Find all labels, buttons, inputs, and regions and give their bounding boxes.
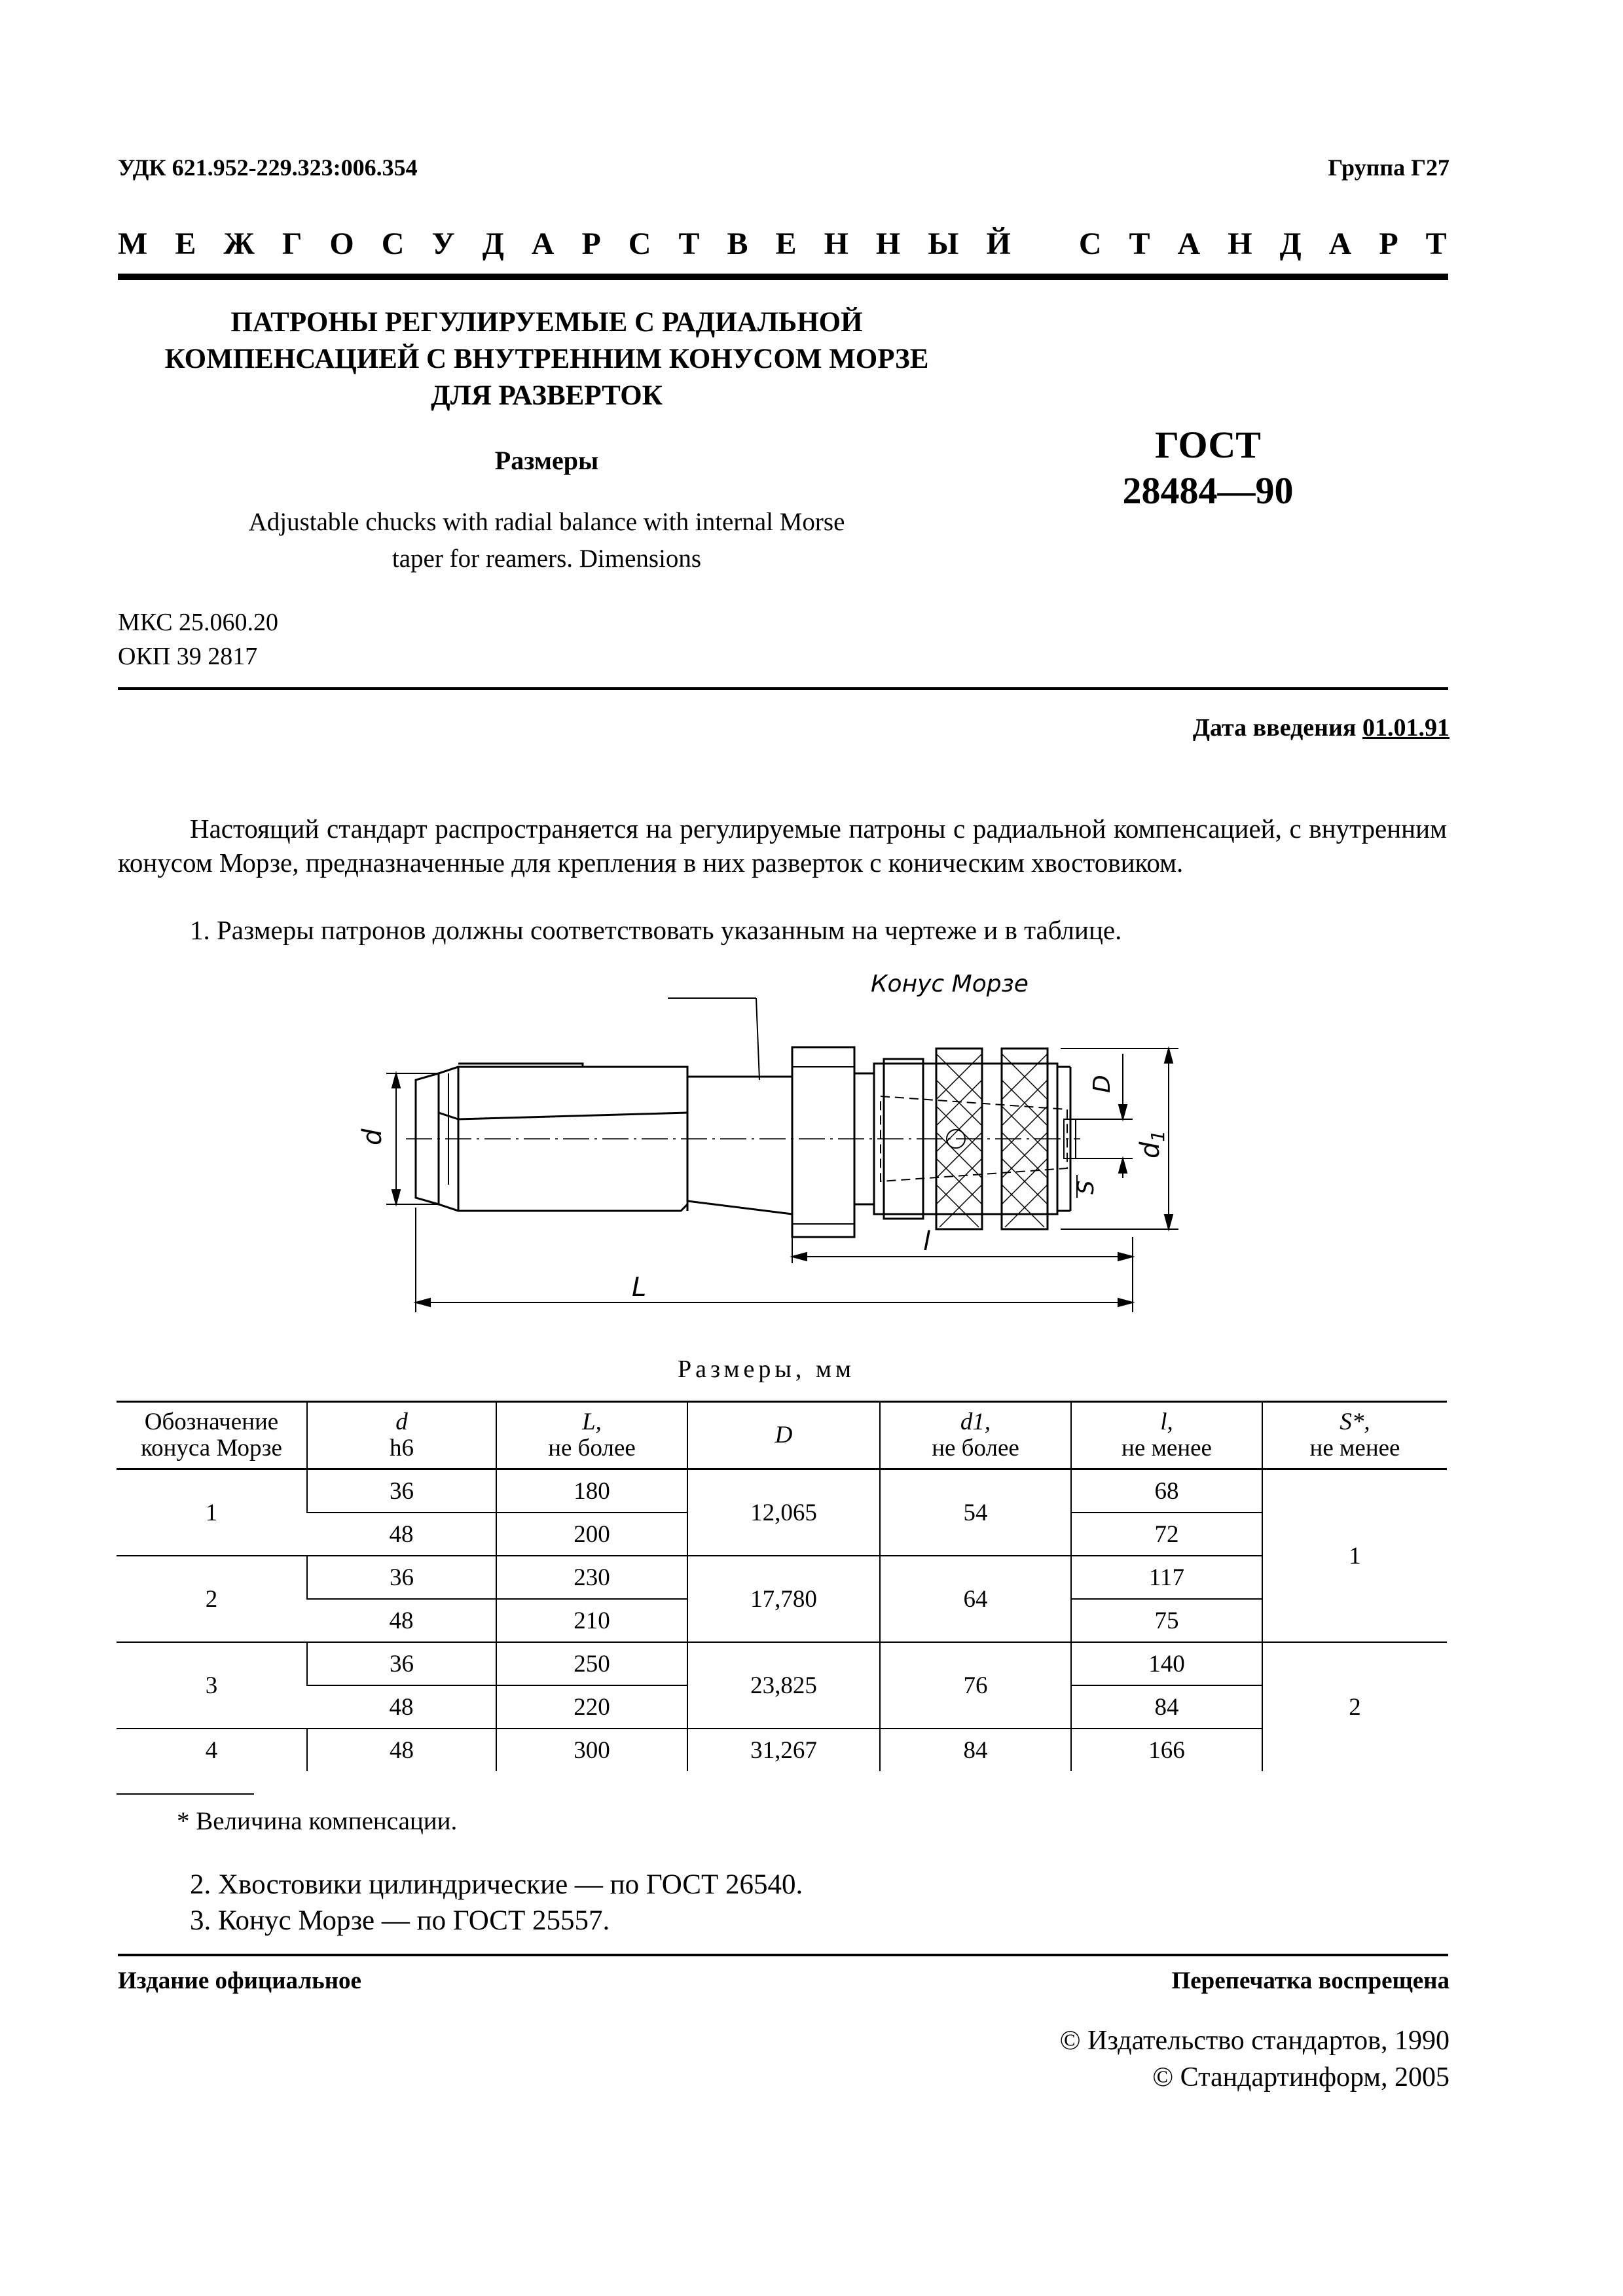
table-footnote: * Величина компенсации. [177, 1807, 458, 1835]
table-row: 3 36 250 23,825 76 140 2 [117, 1642, 1447, 1685]
copyright: © Издательство стандартов, 1990 © Стандартинформ, 2005 [1059, 2026, 1450, 2092]
document-subtitle: Размеры [494, 446, 599, 475]
gost-number: ГОСТ 28484—90 [1122, 423, 1294, 512]
document-title: ПАТРОНЫ РЕГУЛИРУЕМЫЕ С РАДИАЛЬНОЙ КОМПЕНСАЦИЕЙ С ВНУТРЕННИМ КОНУСОМ МОРЗЕ ДЛЯ РАЗВЕРТОК [164, 307, 929, 411]
reprint-prohibited: Перепечатка воспрещена [1171, 1967, 1450, 1994]
morse-taper-label: Конус Морзе [871, 971, 1029, 997]
udk-code: УДК 621.952-229.323:006.354 [118, 154, 418, 181]
dim-d-label: d [357, 1128, 388, 1145]
dim-d1-label: $d_1$ [1135, 1130, 1169, 1158]
dim-S-label: S [1073, 1180, 1099, 1194]
classification-codes: МКС 25.060.20 ОКП 39 2817 [118, 609, 279, 670]
table-row: 48 220 84 [117, 1685, 1447, 1729]
codes-rule [118, 687, 1448, 690]
table-row: 4 48 300 31,267 84 166 [117, 1729, 1447, 1771]
group-code: Группа Г27 [1328, 154, 1450, 181]
footnote-rule [117, 1793, 254, 1795]
table-row: 2 36 230 17,780 64 117 [117, 1556, 1447, 1599]
intro-paragraph: Настоящий стандарт распространяется на регулируемые патроны с радиальной компенсацией, с внутренним конусом Морзе, предназначенные для крепления в них разверток с коническим хвостовиком. [118, 814, 1447, 878]
heading-rule [118, 274, 1448, 280]
table-row: 1 36 180 12,065 54 68 1 [117, 1469, 1447, 1513]
col-header-L: L, не более [496, 1402, 687, 1469]
table-row: 48 200 72 [117, 1513, 1447, 1556]
col-header-D: D [687, 1402, 880, 1469]
dimensions-table [117, 1401, 1447, 1771]
item-3: 3. Конус Морзе — по ГОСТ 25557. [190, 1905, 610, 1936]
table-row: 48 210 75 [117, 1599, 1447, 1642]
col-header-cone: Обозначение конуса Морзе [117, 1402, 307, 1469]
english-title: Adjustable chucks with radial balance with internal Morse taper for reamers. Dimensions [248, 508, 845, 573]
item-1: 1. Размеры патронов должны соответствовать указанным на чертеже и в таблице. [190, 915, 1122, 945]
chuck-drawing [357, 962, 1178, 1329]
col-header-d: d h6 [307, 1402, 496, 1469]
col-header-d1: d1, не более [880, 1402, 1071, 1469]
dim-l-label: l [923, 1227, 931, 1257]
effective-date: Дата введения 01.01.91 [1192, 714, 1450, 742]
footer-rule [118, 1954, 1448, 1956]
dim-D-label: D [1089, 1075, 1116, 1093]
col-header-l: l, не менее [1071, 1402, 1262, 1469]
interstate-standard-heading: М Е Ж Г О С У Д А Р С Т В Е Н Н Ы Й С Т А Н Д А Р Т [118, 226, 1447, 261]
dim-L-label: L [632, 1272, 647, 1302]
col-header-S: S*, не менее [1262, 1402, 1447, 1469]
item-2: 2. Хвостовики цилиндрические — по ГОСТ 26540. [190, 1869, 803, 1900]
table-caption: Размеры, мм [678, 1355, 856, 1383]
official-edition: Издание официальное [118, 1967, 361, 1994]
